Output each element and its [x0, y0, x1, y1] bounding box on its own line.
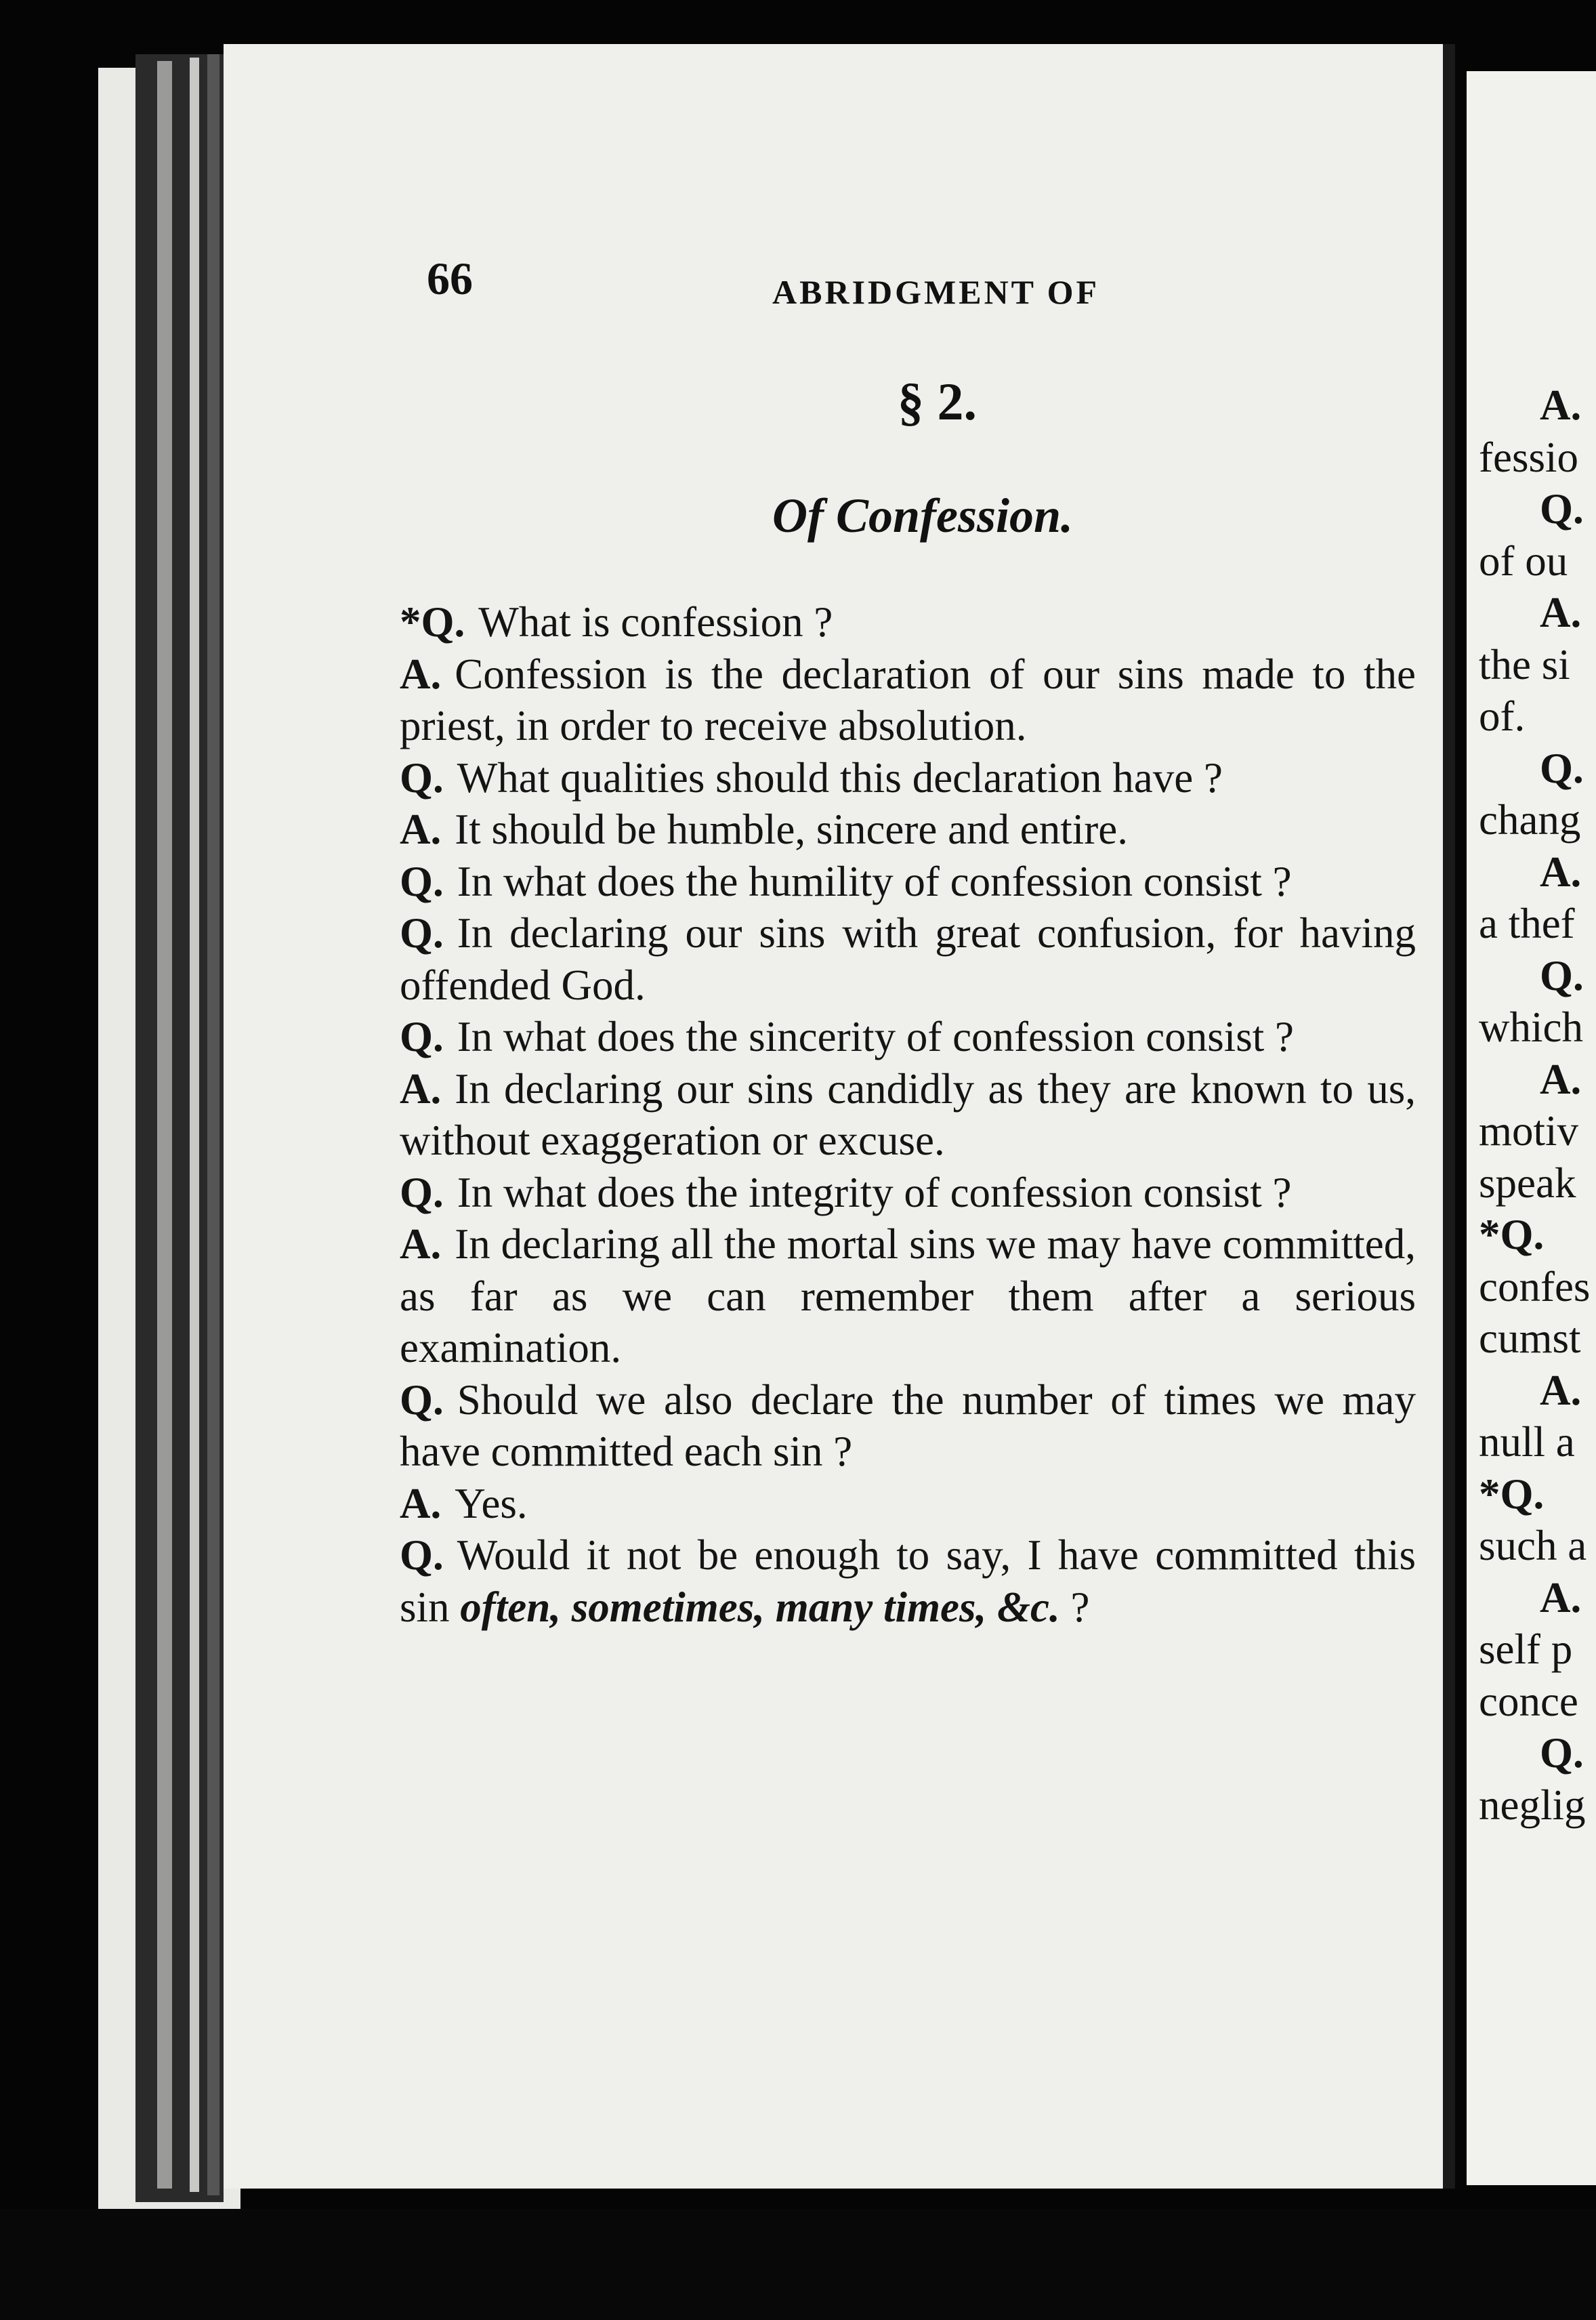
fragment-line: self p [1479, 1625, 1573, 1673]
fragment-line: fessio [1479, 433, 1578, 481]
fragment-line: of ou [1479, 537, 1568, 585]
fragment-line: cumst [1479, 1314, 1581, 1362]
page-edge-strip [207, 54, 219, 2195]
qa-text: What qualities should this declaration have ? [457, 753, 1223, 802]
catechism-text [400, 596, 1416, 1633]
qa-label: A. [400, 650, 442, 698]
qa-text: In what does the humility of confession consist ? [457, 857, 1292, 905]
fragment-line: A. [1540, 589, 1582, 636]
qa-paragraph [400, 907, 1416, 1011]
fragment-line: the si [1479, 640, 1570, 688]
qa-label: Q. [400, 909, 444, 957]
qa-label: Q. [400, 857, 444, 905]
qa-paragraph [400, 1374, 1416, 1478]
fragment-line: *Q. [1479, 1470, 1545, 1518]
fragment-line: which [1479, 1003, 1583, 1051]
qa-paragraph [400, 1167, 1416, 1219]
qa-text: It should be humble, sincere and entire. [455, 806, 1128, 853]
qa-text: Confession is the declaration of our sins made to the priest, in order to receive absolution. [400, 650, 1416, 749]
fragment-line: *Q. [1479, 1211, 1545, 1258]
scan-background [0, 2209, 1596, 2320]
fragment-line: A. [1540, 1573, 1582, 1621]
fragment-line: neglig [1479, 1781, 1586, 1829]
fragment-line: Q. [1540, 485, 1584, 533]
qa-text-end: ? [1070, 1583, 1090, 1631]
fragment-line: Q. [1540, 1729, 1584, 1777]
fragment-line: Q. [1540, 744, 1584, 792]
qa-paragraph [400, 648, 1416, 752]
fragment-line: confes [1479, 1262, 1591, 1310]
qa-text: In what does the integrity of confession consist ? [457, 1168, 1292, 1216]
right-page-text-fragments [1479, 379, 1596, 1831]
qa-label: Q. [400, 1168, 444, 1216]
qa-text: In declaring our sins candidly as they are known to us, without exaggeration or excuse. [400, 1064, 1416, 1164]
fragment-line: motiv [1479, 1107, 1579, 1155]
fragment-line: of. [1479, 692, 1526, 740]
fragment-line: a thef [1479, 900, 1575, 947]
qa-label: A. [400, 806, 442, 853]
running-head: ABRIDGMENT OF [772, 273, 1100, 311]
fragment-line: A. [1540, 1055, 1582, 1103]
qa-text: Should we also declare the number of times we may have committed each sin ? [400, 1375, 1416, 1475]
qa-paragraph [400, 856, 1416, 908]
section-number: § 2. [898, 372, 977, 431]
qa-text: Yes. [455, 1479, 528, 1527]
qa-label: A. [400, 1220, 442, 1268]
qa-paragraph [400, 1478, 1416, 1530]
qa-paragraph [400, 1218, 1416, 1374]
qa-label: Q. [400, 1375, 444, 1424]
qa-label: A. [400, 1479, 442, 1527]
qa-text: Would it not be enough to say, I have committed this sin [400, 1531, 1416, 1631]
qa-text: What is confession ? [478, 598, 833, 646]
qa-paragraph [400, 752, 1416, 804]
qa-label: *Q. [400, 598, 465, 646]
page-number: 66 [427, 253, 473, 304]
page-edge-strip [157, 61, 172, 2189]
qa-label: Q. [400, 1013, 444, 1060]
qa-label: A. [400, 1064, 442, 1113]
fragment-line: A. [1540, 848, 1582, 896]
fragment-line: Q. [1540, 951, 1584, 999]
fragment-line: A. [1540, 1366, 1582, 1414]
qa-paragraph [400, 596, 1416, 648]
qa-text: In declaring our sins with great confusion, for having offended God. [400, 909, 1416, 1009]
qa-paragraph [400, 804, 1416, 856]
fragment-line: conce [1479, 1677, 1578, 1725]
qa-text: In what does the sincerity of confession consist ? [457, 1013, 1294, 1060]
qa-label: Q. [400, 753, 444, 802]
qa-paragraph-last [400, 1529, 1416, 1633]
fragment-line: chang [1479, 796, 1581, 844]
qa-text: In declaring all the mortal sins we may have committed, as far as we can remember them after a serious examination. [400, 1220, 1416, 1371]
fragment-line: such a [1479, 1522, 1587, 1569]
section-title: Of Confession. [772, 489, 1074, 543]
fragment-line: null a [1479, 1418, 1575, 1466]
fragment-line: speak [1479, 1159, 1576, 1207]
page-edge-strip [190, 58, 199, 2192]
qa-label: Q. [400, 1531, 444, 1579]
qa-paragraph [400, 1063, 1416, 1167]
qa-paragraph [400, 1011, 1416, 1063]
fragment-line: A. [1540, 381, 1582, 429]
qa-italic-text: often, sometimes, many times, &c. [460, 1583, 1060, 1631]
